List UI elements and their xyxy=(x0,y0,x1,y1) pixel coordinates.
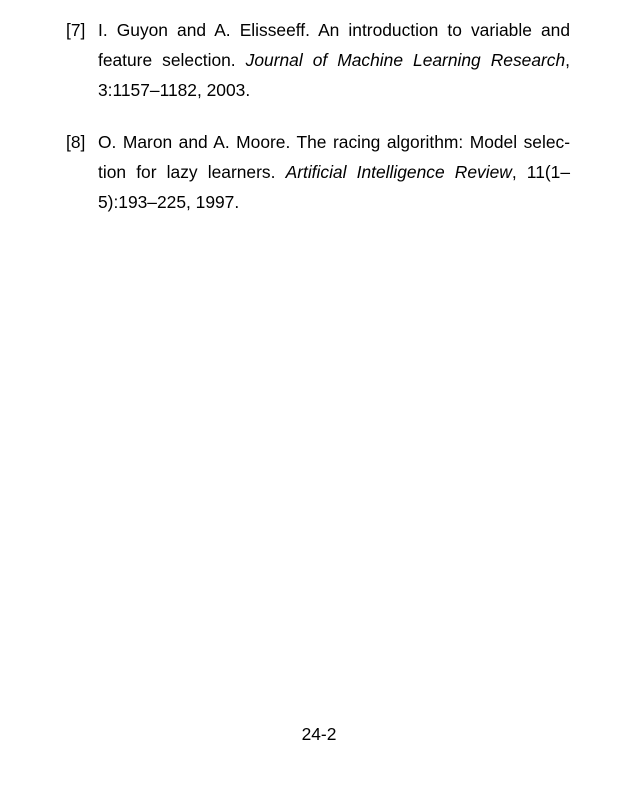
reference-venue: Artificial Intelligence Review xyxy=(285,162,512,182)
reference-8 xyxy=(66,127,570,217)
reference-line-1: O. Maron and A. Moore. The racing algorithm: Model selec- xyxy=(98,132,570,152)
reference-text: , 11(1– xyxy=(511,162,570,182)
reference-label: [8] xyxy=(66,132,86,152)
reference-line-2 xyxy=(98,45,570,75)
reference-list xyxy=(66,15,570,239)
reference-label: [7] xyxy=(66,20,86,40)
reference-body xyxy=(98,15,570,105)
reference-line-1: I. Guyon and A. Elisseeff. An introduction to variable and xyxy=(98,20,570,40)
reference-body xyxy=(98,127,570,217)
reference-text: feature selection. xyxy=(98,50,246,70)
reference-7 xyxy=(66,15,570,105)
reference-line-3: 3:1157–1182, 2003. xyxy=(98,80,251,100)
page-number: 24-2 xyxy=(301,724,337,744)
reference-text: , xyxy=(565,50,571,70)
reference-venue: Journal of Machine Learning Research xyxy=(245,50,566,70)
reference-line-2 xyxy=(98,157,570,187)
reference-text: tion for lazy learners. xyxy=(98,162,286,182)
reference-line-3: 5):193–225, 1997. xyxy=(98,192,240,212)
